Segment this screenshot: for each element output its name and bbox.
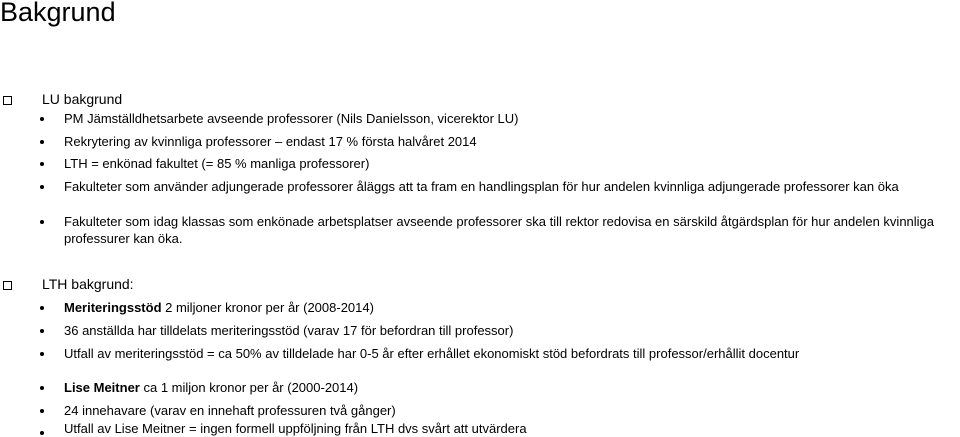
list-item: Rekrytering av kvinnliga professorer – endast 17 % första halvåret 2014 (64, 134, 477, 149)
bullet-icon (40, 431, 44, 435)
item-bold-label: Meriteringsstöd (64, 300, 162, 315)
list-item: LTH = enkönad fakultet (= 85 % manliga professorer) (64, 156, 370, 171)
list-item (64, 379, 358, 396)
bullet-icon (40, 162, 44, 166)
list-item: Utfall av meriteringsstöd = ca 50% av tilldelade har 0-5 år efter erhållet ekonomiskt stöd befordrats till professor/erhållit docentur (64, 346, 800, 361)
bullet-icon (40, 329, 44, 333)
item-text: ca 1 miljon kronor per år (2000-2014) (139, 380, 359, 395)
bullet-icon (40, 352, 44, 356)
list-item: Fakulteter som använder adjungerade professorer åläggs att ta fram en handlingsplan för hur andelen kvinnliga adjungerade professorer kan öka (64, 179, 899, 194)
checkbox-bullet-icon (3, 281, 12, 290)
list-item: PM Jämställdhetsarbete avseende professorer (Nils Danielsson, vicerektor LU) (64, 111, 519, 126)
bullet-icon (40, 140, 44, 144)
bullet-icon (40, 185, 44, 189)
slide-title: Bakgrund (0, 0, 116, 27)
list-item: 24 innehavare (varav en innehaft professuren två gånger) (64, 403, 396, 418)
bullet-icon (40, 409, 44, 413)
bullet-icon (40, 220, 44, 224)
item-text: 2 miljoner kronor per år (2008-2014) (161, 300, 374, 315)
section-heading-lth: LTH bakgrund: (42, 276, 134, 292)
list-item: Fakulteter som idag klassas som enkönade arbetsplatser avseende professorer ska till rektor redovisa en särskild åtgärdsplan för hur andelen kvinnliga professurer kan öka. (64, 214, 935, 246)
list-item: 36 anställda har tilldelats meriteringsstöd (varav 17 för befordran till professor) (64, 323, 514, 338)
checkbox-bullet-icon (3, 96, 12, 105)
section-heading-lu: LU bakgrund (42, 91, 123, 107)
item-bold-label: Lise Meitner (64, 380, 140, 395)
bullet-icon (40, 386, 44, 390)
list-item: Utfall av Lise Meitner = ingen formell uppföljning från LTH dvs svårt att utvärdera (64, 421, 527, 436)
list-item (64, 299, 374, 316)
bullet-icon (40, 306, 44, 310)
bullet-icon (40, 117, 44, 121)
